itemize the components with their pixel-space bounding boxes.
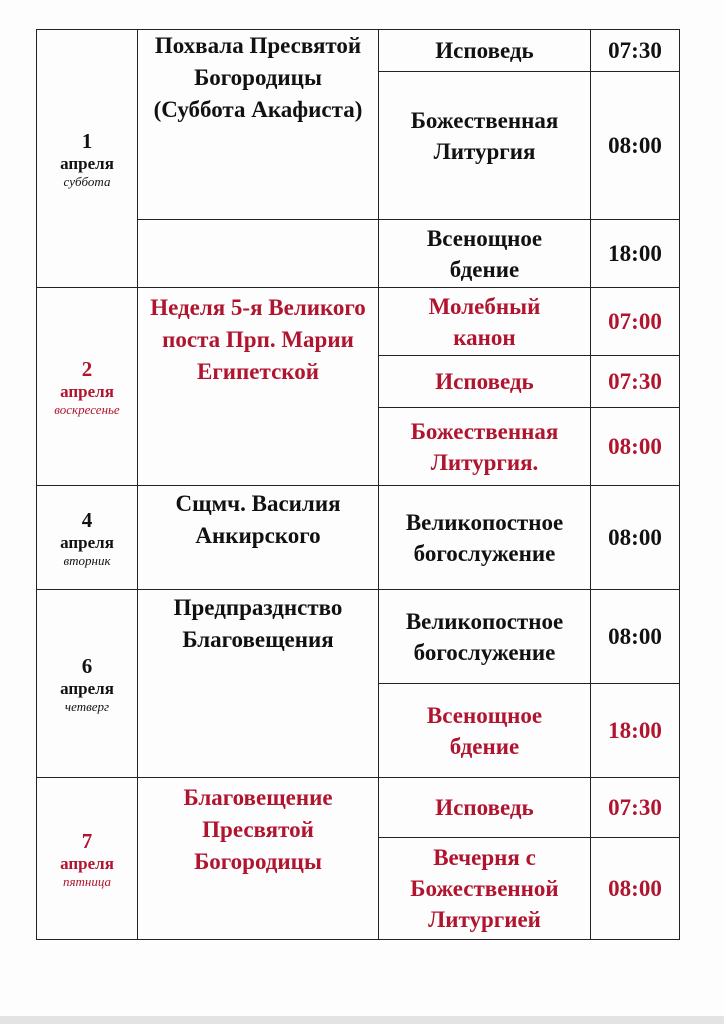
service-time: 08:00 (591, 408, 680, 486)
feast-name: Сщмч. Василия Анкирского (138, 486, 379, 590)
date-cell (37, 288, 138, 486)
date-month: апреля (60, 153, 114, 173)
service-name: Великопостное богослужение (379, 590, 591, 684)
date-weekday: воскресенье (54, 401, 120, 417)
service-name: Великопостное богослужение (379, 486, 591, 590)
feast-name: Предпразднство Благовещения (138, 590, 379, 778)
service-time: 07:00 (591, 288, 680, 356)
feast-empty-cell (138, 220, 379, 288)
date-day: 1 (81, 128, 93, 153)
date-cell (37, 590, 138, 778)
date-weekday: вторник (63, 552, 111, 568)
service-name: Вечерня с Божественной Литургией (379, 838, 591, 940)
feast-name: Благовещение Пресвятой Богородицы (138, 778, 379, 940)
date-cell (37, 486, 138, 590)
scan-edge-shadow (0, 1016, 724, 1024)
date-weekday: четверг (64, 698, 110, 714)
schedule-sheet (36, 29, 679, 939)
service-time: 07:30 (591, 778, 680, 838)
service-time: 08:00 (591, 838, 680, 940)
service-name: Божественная Литургия (379, 72, 591, 220)
service-time: 08:00 (591, 72, 680, 220)
feast-name: Похвала Пресвятой Богородицы (Суббота Акафиста) (138, 30, 379, 220)
service-name: Исповедь (379, 356, 591, 408)
table-row (37, 288, 680, 356)
date-cell (37, 30, 138, 288)
service-time: 07:30 (591, 30, 680, 72)
date-month: апреля (60, 381, 114, 401)
date-cell (37, 778, 138, 940)
date-weekday: суббота (63, 173, 111, 189)
service-time: 18:00 (591, 220, 680, 288)
table-row (37, 590, 680, 684)
service-time: 07:30 (591, 356, 680, 408)
date-day: 7 (81, 828, 93, 853)
service-name: Божественная Литургия. (379, 408, 591, 486)
service-time: 18:00 (591, 684, 680, 778)
service-name: Исповедь (379, 30, 591, 72)
date-weekday: пятница (62, 873, 112, 889)
date-day: 4 (81, 507, 93, 532)
table-row (37, 778, 680, 838)
service-time: 08:00 (591, 590, 680, 684)
service-name: Всенощное бдение (379, 220, 591, 288)
service-schedule-table (36, 29, 680, 940)
service-time: 08:00 (591, 486, 680, 590)
date-day: 2 (81, 356, 93, 381)
table-row (37, 30, 680, 72)
service-name: Молебный канон (379, 288, 591, 356)
feast-name: Неделя 5-я Великого поста Прп. Марии Египетской (138, 288, 379, 486)
date-month: апреля (60, 532, 114, 552)
date-day: 6 (81, 653, 93, 678)
date-month: апреля (60, 678, 114, 698)
service-name: Всенощное бдение (379, 684, 591, 778)
service-name: Исповедь (379, 778, 591, 838)
date-month: апреля (60, 853, 114, 873)
table-row (37, 486, 680, 590)
